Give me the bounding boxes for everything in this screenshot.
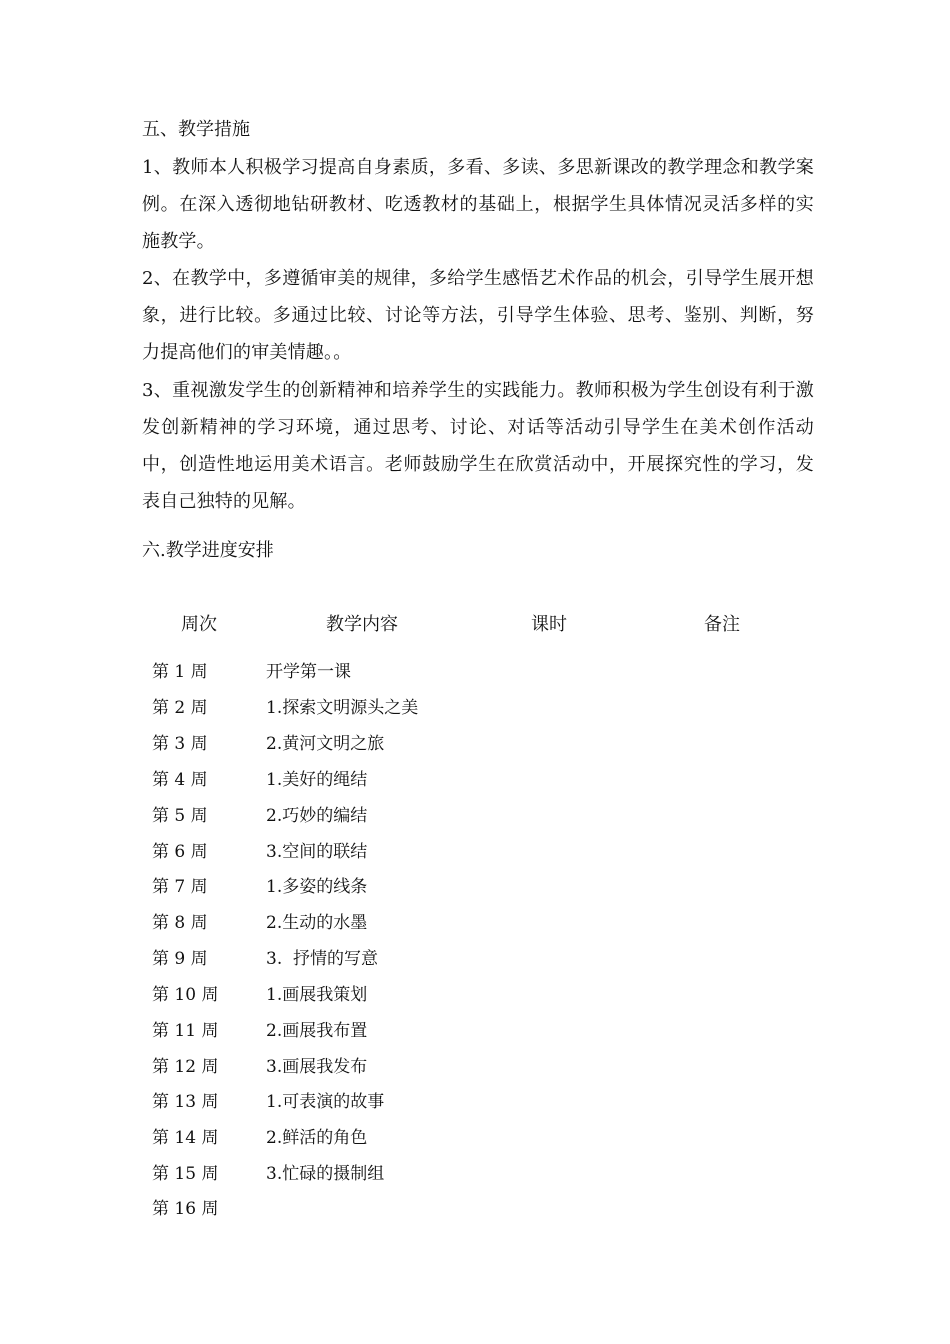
table-row bbox=[152, 690, 812, 726]
section-heading-schedule: 六.教学进度安排 bbox=[142, 540, 274, 561]
content-cell: 3.空间的联结 bbox=[266, 842, 368, 862]
week-cell: 第 2 周 bbox=[152, 698, 208, 718]
table-row bbox=[152, 977, 812, 1013]
table-row bbox=[152, 654, 812, 690]
column-header-hours: 课时 bbox=[531, 614, 567, 635]
table-row bbox=[152, 1191, 812, 1227]
table-row bbox=[152, 726, 812, 762]
measure-item-1: 1、教师本人积极学习提高自身素质，多看、多读、多思新课改的教学理念和教学案例。在深入透彻地钻研教材、吃透教材的基础上，根据学生具体情况灵活多样的实施教学。 bbox=[142, 157, 814, 252]
week-cell: 第 12 周 bbox=[152, 1057, 219, 1077]
content-cell: 1.画展我策划 bbox=[266, 985, 368, 1005]
content-cell: 开学第一课 bbox=[266, 662, 351, 682]
content-cell: 1.可表演的故事 bbox=[266, 1092, 385, 1112]
week-cell: 第 11 周 bbox=[152, 1021, 219, 1041]
week-cell: 第 3 周 bbox=[152, 734, 208, 754]
week-cell: 第 4 周 bbox=[152, 770, 208, 790]
table-row bbox=[152, 1084, 812, 1120]
week-cell: 第 6 周 bbox=[152, 842, 208, 862]
table-row bbox=[152, 1120, 812, 1156]
table-row bbox=[152, 869, 812, 905]
content-cell: 1.美好的绳结 bbox=[266, 770, 368, 790]
week-cell: 第 7 周 bbox=[152, 877, 208, 897]
content-cell: 3. 抒情的写意 bbox=[266, 949, 379, 969]
content-cell: 2.生动的水墨 bbox=[266, 913, 368, 933]
week-cell: 第 9 周 bbox=[152, 949, 208, 969]
content-cell: 1.多姿的线条 bbox=[266, 877, 368, 897]
content-cell: 2.画展我布置 bbox=[266, 1021, 368, 1041]
content-cell: 3.画展我发布 bbox=[266, 1057, 368, 1077]
week-cell: 第 16 周 bbox=[152, 1199, 219, 1219]
table-row bbox=[152, 798, 812, 834]
content-cell: 2.黄河文明之旅 bbox=[266, 734, 385, 754]
column-header-notes: 备注 bbox=[704, 614, 740, 635]
column-header-content: 教学内容 bbox=[326, 614, 398, 635]
week-cell: 第 8 周 bbox=[152, 913, 208, 933]
table-row bbox=[152, 762, 812, 798]
week-cell: 第 1 周 bbox=[152, 662, 208, 682]
content-cell: 2.巧妙的编结 bbox=[266, 806, 368, 826]
table-row bbox=[152, 905, 812, 941]
table-row bbox=[152, 1013, 812, 1049]
measure-item-3: 3、重视激发学生的创新精神和培养学生的实践能力。教师积极为学生创设有利于激发创新精神的学习环境，通过思考、讨论、对话等活动引导学生在美术创作活动中，创造性地运用美术语言。老师鼓励学生在欣赏活动中，开展探究性的学习，发表自己独特的见解。 bbox=[142, 380, 814, 512]
section-heading-measures: 五、教学措施 bbox=[142, 119, 250, 140]
content-cell: 2.鲜活的角色 bbox=[266, 1128, 368, 1148]
table-row bbox=[152, 834, 812, 870]
column-header-week: 周次 bbox=[181, 614, 217, 635]
week-cell: 第 15 周 bbox=[152, 1164, 219, 1184]
week-cell: 第 13 周 bbox=[152, 1092, 219, 1112]
table-row bbox=[152, 941, 812, 977]
measure-item-2: 2、在教学中，多遵循审美的规律，多给学生感悟艺术作品的机会，引导学生展开想象，进行比较。多通过比较、讨论等方法，引导学生体验、思考、鉴别、判断，努力提高他们的审美情趣。。 bbox=[142, 268, 814, 363]
table-row bbox=[152, 1049, 812, 1085]
week-cell: 第 14 周 bbox=[152, 1128, 219, 1148]
week-cell: 第 10 周 bbox=[152, 985, 219, 1005]
table-row bbox=[152, 1156, 812, 1192]
content-cell: 1.探索文明源头之美 bbox=[266, 698, 419, 718]
content-cell: 3.忙碌的摄制组 bbox=[266, 1164, 385, 1184]
week-cell: 第 5 周 bbox=[152, 806, 208, 826]
